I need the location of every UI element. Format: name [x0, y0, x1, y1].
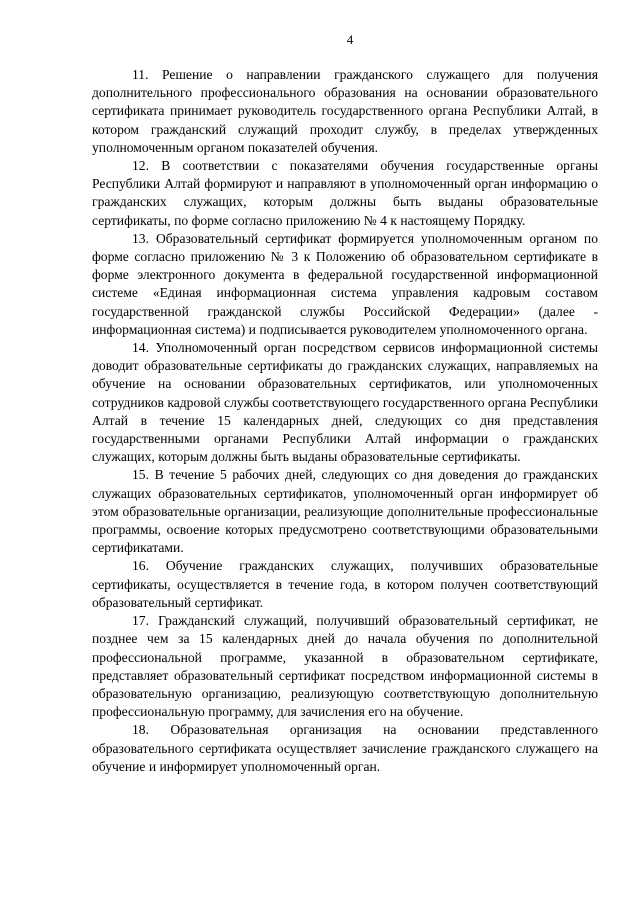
paragraph-17: 17. Гражданский служащий, получивший образовательный сертификат, не позднее чем за 15 календарных дней до начала обучения по дополнительной профессиональной программе, указанной в образовательном сертификате, представляет образовательный сертификат посредством информационной системы в образовательную организацию, реализующую соответствующую дополнительную профессиональную программу, для зачисления его на обучение. — [92, 613, 598, 720]
paragraph-14: 14. Уполномоченный орган посредством сервисов информационной системы доводит образовательные сертификаты до гражданских служащих, направляемых на обучение на основании образовательных сертификатов, или уполномоченных сотрудников кадровой службы соответствующего государственного органа Республики Алтай в течение 15 календарных дней, следующих со дня представления государственными органами Республики Алтай информации о гражданских служащих, которым должны быть выданы образовательные сертификаты. — [92, 340, 598, 465]
paragraph-11: 11. Решение о направлении гражданского служащего для получения дополнительного профессионального образования на основании образовательного сертификата принимает руководитель государственного органа Республики Алтай, в котором гражданский служащий проходит службу, в пределах утвержденных уполномоченным органом показателей обучения. — [92, 67, 598, 155]
paragraph-15: 15. В течение 5 рабочих дней, следующих со дня доведения до гражданских служащих образовательных сертификатов, уполномоченный орган информирует об этом образовательные организации, реализующие дополнительные профессиональные программы, освоение которых предусмотрено соответствующими образовательными сертификатами. — [92, 467, 598, 556]
paragraph-12: 12. В соответствии с показателями обучения государственные органы Республики Алтай формируют и направляют в уполномоченный орган информацию о гражданских служащих, которым должны быть выданы образовательные сертификаты, по форме согласно приложению № 4 к настоящему Порядку. — [92, 158, 598, 228]
page-number: 4 — [346, 32, 354, 47]
paragraph-13: 13. Образовательный сертификат формируется уполномоченным органом по форме согласно приложению № 3 к Положению об образовательном сертификате в форме электронного документа в федеральной государственной информационной системе «Единая информационная система управления кадровым составом государственной гражданской службы Российской Федерации» (далее - информационная система) и подписывается руководителем уполномоченного органа. — [92, 230, 598, 337]
paragraph-16: 16. Обучение гражданских служащих, получивших образовательные сертификаты, осуществляется в течение года, в котором получен соответствующий образовательный сертификат. — [92, 558, 598, 610]
paragraph-18: 18. Образовательная организация на основании представленного образовательного сертификата осуществляет зачисление гражданского служащего на обучение и информирует уполномоченный орган. — [92, 722, 598, 774]
